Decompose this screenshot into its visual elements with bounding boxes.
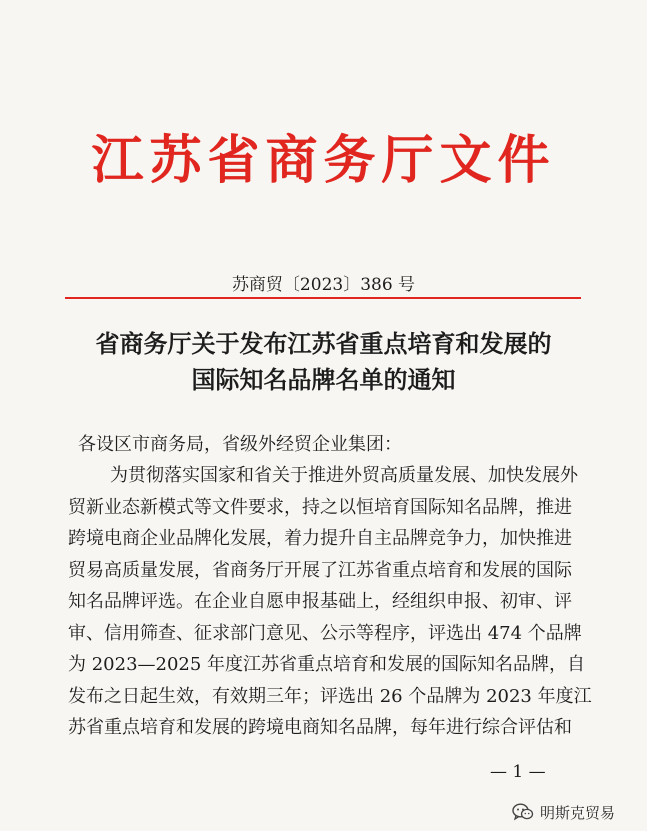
body-line: 苏省重点培育和发展的跨境电商知名品牌，每年进行综合评估和 — [68, 717, 572, 738]
body-line: 为贯彻落实国家和省关于推进外贸高质量发展、加快发展外 — [110, 465, 578, 486]
salutation: 各设区市商务局，省级外经贸企业集团： — [78, 434, 402, 455]
body-text — [68, 460, 592, 744]
body-line: 知名品牌评选。在企业自愿申报基础上，经组织申报、初审、评 — [68, 591, 572, 612]
notice-title — [0, 326, 647, 398]
body-line: 贸新业态新模式等文件要求，持之以恒培育国际知名品牌，推进 — [68, 496, 572, 518]
document-header-title: 江苏省商务厅文件 — [91, 130, 556, 191]
body-line: 为 2023—2025 年度江苏省重点培育和发展的国际知名品牌，自 — [68, 654, 586, 675]
body-line: 跨境电商企业品牌化发展，着力提升自主品牌竞争力，加快推进 — [68, 528, 572, 549]
notice-title-line: 国际知名品牌名单的通知 — [191, 365, 456, 394]
page-number: — 1 — — [490, 762, 546, 782]
wechat-watermark — [512, 800, 615, 824]
wechat-icon — [512, 803, 534, 821]
body-line: 审、信用筛查、征求部门意见、公示等程序，评选出 474 个品牌 — [68, 622, 582, 644]
wechat-account-name: 明斯克贸易 — [540, 803, 616, 822]
body-line: 贸易高质量发展，省商务厅开展了江苏省重点培育和发展的国际 — [68, 559, 572, 581]
body-line: 发布之日起生效，有效期三年；评选出 26 个品牌为 2023 年度江 — [68, 685, 592, 707]
document-number: 苏商贸〔2023〕386 号 — [231, 275, 416, 295]
red-divider — [65, 297, 581, 299]
notice-title-line: 省商务厅关于发布江苏省重点培育和发展的 — [95, 329, 552, 358]
